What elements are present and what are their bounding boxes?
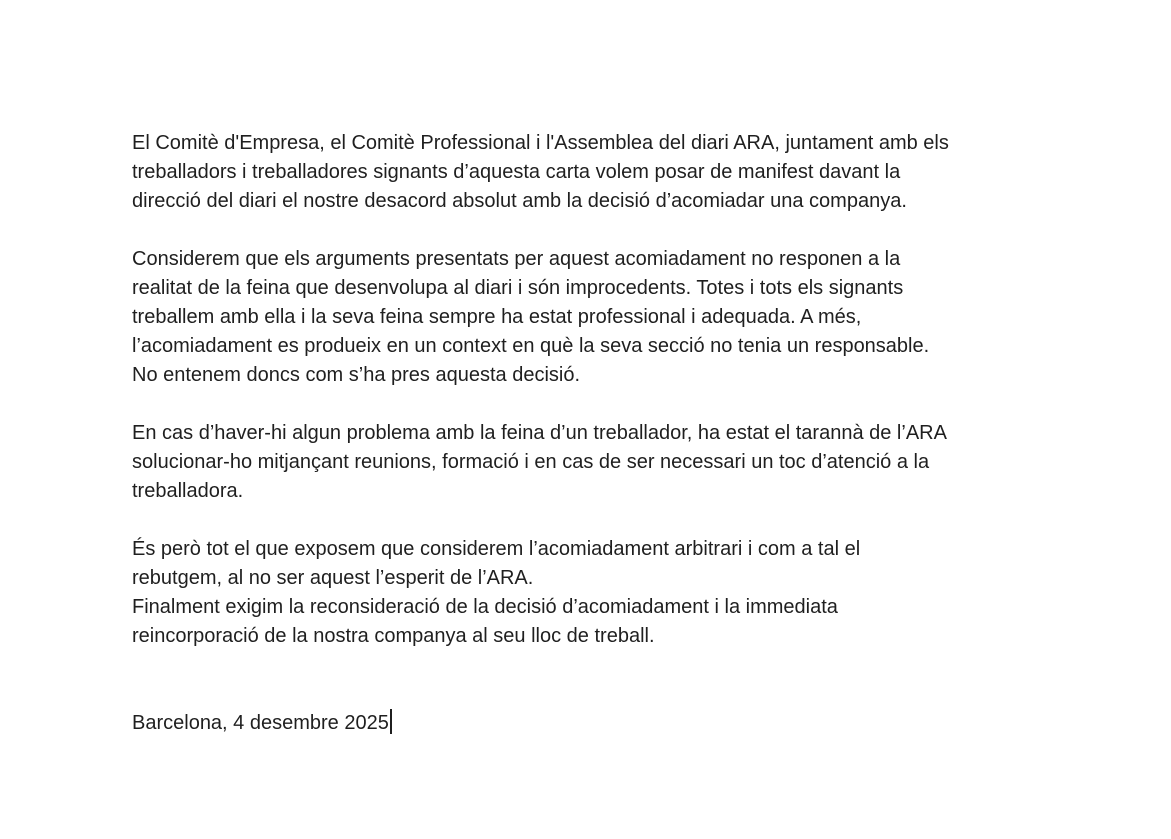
- paragraph-arguments: [132, 245, 1142, 390]
- text-line: El Comitè d'Empresa, el Comitè Professional i l'Assemblea del diari ARA, juntament amb els: [132, 132, 949, 154]
- paragraph-practice: [132, 419, 1142, 506]
- paragraph-spacer: [132, 216, 1142, 245]
- text-line: treballadora.: [132, 480, 244, 502]
- text-line: rebutgem, al no ser aquest l’esperit de l’ARA.: [132, 567, 534, 589]
- paragraph-demands: [132, 535, 1142, 651]
- paragraph-intro: [132, 129, 1142, 216]
- paragraph-spacer: [132, 651, 1142, 709]
- paragraph-spacer: [132, 506, 1142, 535]
- text-line: És però tot el que exposem que considerem l’acomiadament arbitrari i com a tal el: [132, 538, 861, 560]
- text-line: Considerem que els arguments presentats per aquest acomiadament no responen a la: [132, 248, 901, 270]
- text-cursor: [390, 709, 392, 734]
- text-line: realitat de la feina que desenvolupa al diari i són improcedents. Totes i tots els signants: [132, 277, 904, 299]
- text-line: Finalment exigim la reconsideració de la decisió d’acomiadament i la immediata: [132, 596, 838, 618]
- closing-text: Barcelona, 4 desembre 2025: [132, 712, 389, 734]
- paragraph-spacer: [132, 390, 1142, 419]
- text-line: direcció del diari el nostre desacord absolut amb la decisió d’acomiadar una companya.: [132, 190, 907, 212]
- document-body[interactable]: [132, 129, 1142, 738]
- text-line: solucionar-ho mitjançant reunions, formació i en cas de ser necessari un toc d’atenció a la: [132, 451, 930, 473]
- text-line: No entenem doncs com s’ha pres aquesta decisió.: [132, 364, 581, 386]
- text-line: En cas d’haver-hi algun problema amb la feina d’un treballador, ha estat el tarannà de l’ARA: [132, 422, 947, 444]
- text-line: l’acomiadament es produeix en un context en què la seva secció no tenia un responsable.: [132, 335, 930, 357]
- closing-date-line: [132, 709, 1142, 738]
- text-line: treballadors i treballadores signants d’aquesta carta volem posar de manifest davant la: [132, 161, 901, 183]
- text-line: reincorporació de la nostra companya al seu lloc de treball.: [132, 625, 655, 647]
- text-line: treballem amb ella i la seva feina sempre ha estat professional i adequada. A més,: [132, 306, 862, 328]
